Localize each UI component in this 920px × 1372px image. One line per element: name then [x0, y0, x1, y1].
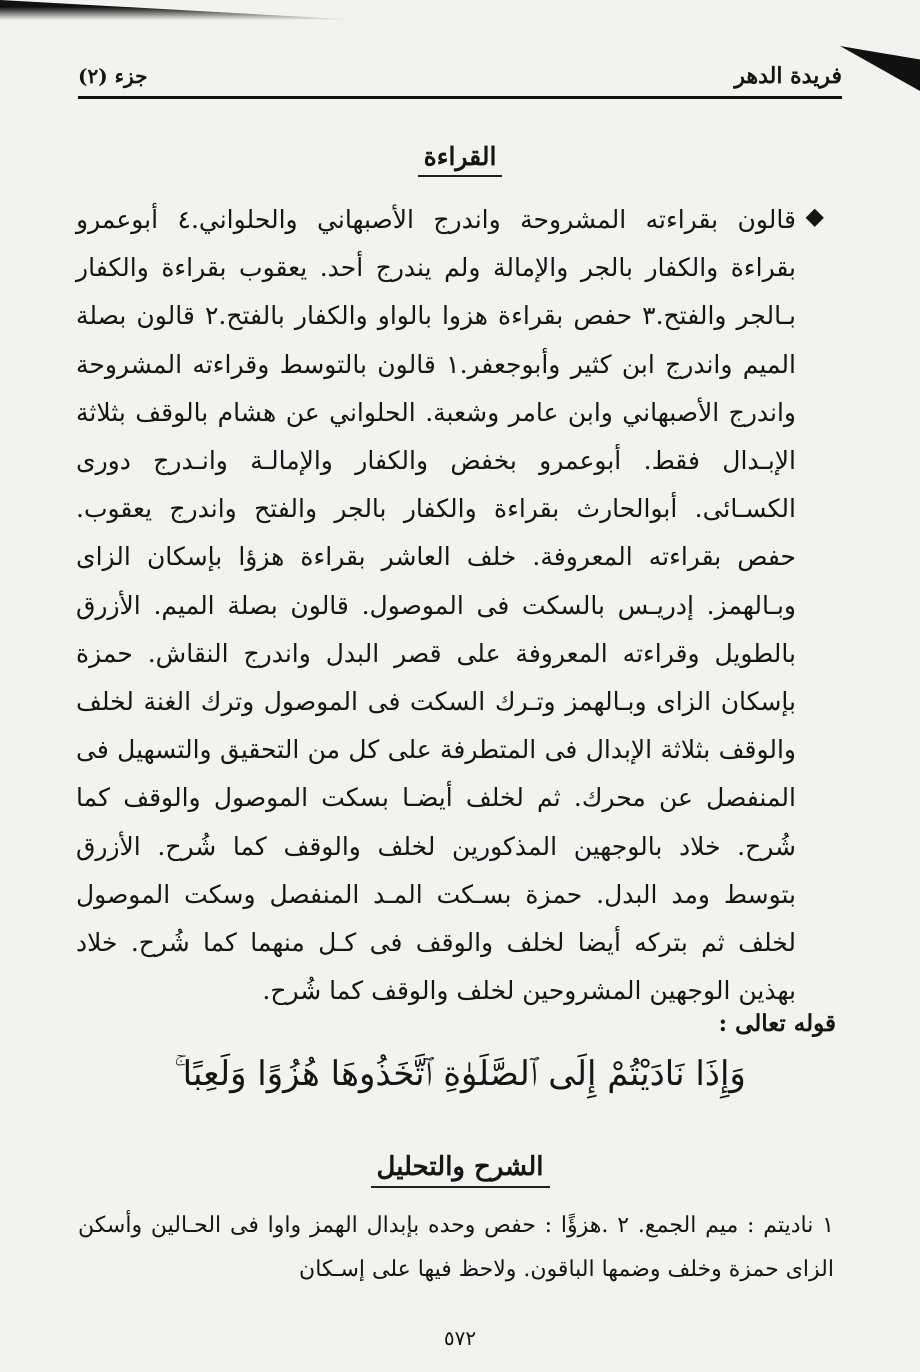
running-header [78, 56, 842, 99]
page-number: ٥٧٢ [443, 1326, 477, 1350]
volume-part: جزء (٢) [78, 64, 148, 88]
scan-edge-shadow-right [840, 46, 920, 91]
section-heading-explanation-text: الشرح والتحليل [371, 1152, 550, 1188]
section-heading-reading [0, 142, 920, 177]
section-heading-explanation [0, 1152, 920, 1188]
scan-edge-shadow-top [0, 0, 360, 20]
book-title: فريدة الدهر [734, 63, 842, 89]
section-heading-reading-text: القراءة [418, 142, 503, 177]
verse-label: قوله تعالى : [718, 1010, 836, 1037]
readings-paragraph: قالون بقراءته المشروحة واندرج الأصبهاني والحلواني.٤ أبوعمرو بقراءة والكفار بالجر والإمالة ولم يندرج أحد. يعقوب بقراءة والكفار بـالجر والفتح.٣ حفص بقراءة هزوا بالواو والكفار بالفتح.٢ قالون بصلة الميم واندرج ابن كثير وأبوجعفر.١ قالون بالتوسط وقراءته المشروحة واندرج الأصبهاني وابن عامر وشعبة. الحلواني عن هشام بالوقف بثلاثة الإبـدال فقط. أبوعمرو بخفض والكفار والإمالـة وانـدرج دورى الكسـائى. أبوالحارث بقراءة والكفار بالجر والفتح واندرج يعقوب. حفص بقراءته المعروفة. خلف العاشر بقراءة هزؤا بإسكان الزاى وبـالهمز. إدريـس بالسكت فى الموصول. قالون بصلة الميم. الأزرق بالطويل وقراءته المعروفة على قصر البدل واندرج النقاش. حمزة بإسكان الزاى وبـالهمز وتـرك السكت فى الموصول وترك الغنة لخلف والوقف بثلاثة الإبدال فى المتطرفة على كل من التحقيق والتسهيل فى المنفصل عن محرك. ثم لخلف أيضـا بسكت الموصول والوقف كما شُرح. خلاد بالوجهين المذكورين لخلف والوقف كما شُرح. الأزرق بتوسط ومد البدل. حمزة بسـكت المـد المنفصل وسكت الموصول لخلف ثم بتركه أيضا لخلف والوقف فى كـل منهما كما شُرح. خلاد بهذين الوجهين المشروحين لخلف والوقف كما شُرح. [76, 205, 796, 1006]
diamond-bullet-icon: ◆ [805, 202, 824, 230]
explanation-footnote: ١ ناديتم : ميم الجمع. ٢ .هزؤًا : حفص وحده بإبدال الهمز واوا فى الحـالين وأسكن الزاى حمزة وخلف وضمها الباقون. ولاحظ فيها على إسـكان [78, 1213, 834, 1282]
quran-verse: وَإِذَا نَادَيْتُمْ إِلَى ٱلصَّلَوٰةِ ٱتَّخَذُوهَا هُزُوًا وَلَعِبًا ۚ [174, 1054, 746, 1094]
